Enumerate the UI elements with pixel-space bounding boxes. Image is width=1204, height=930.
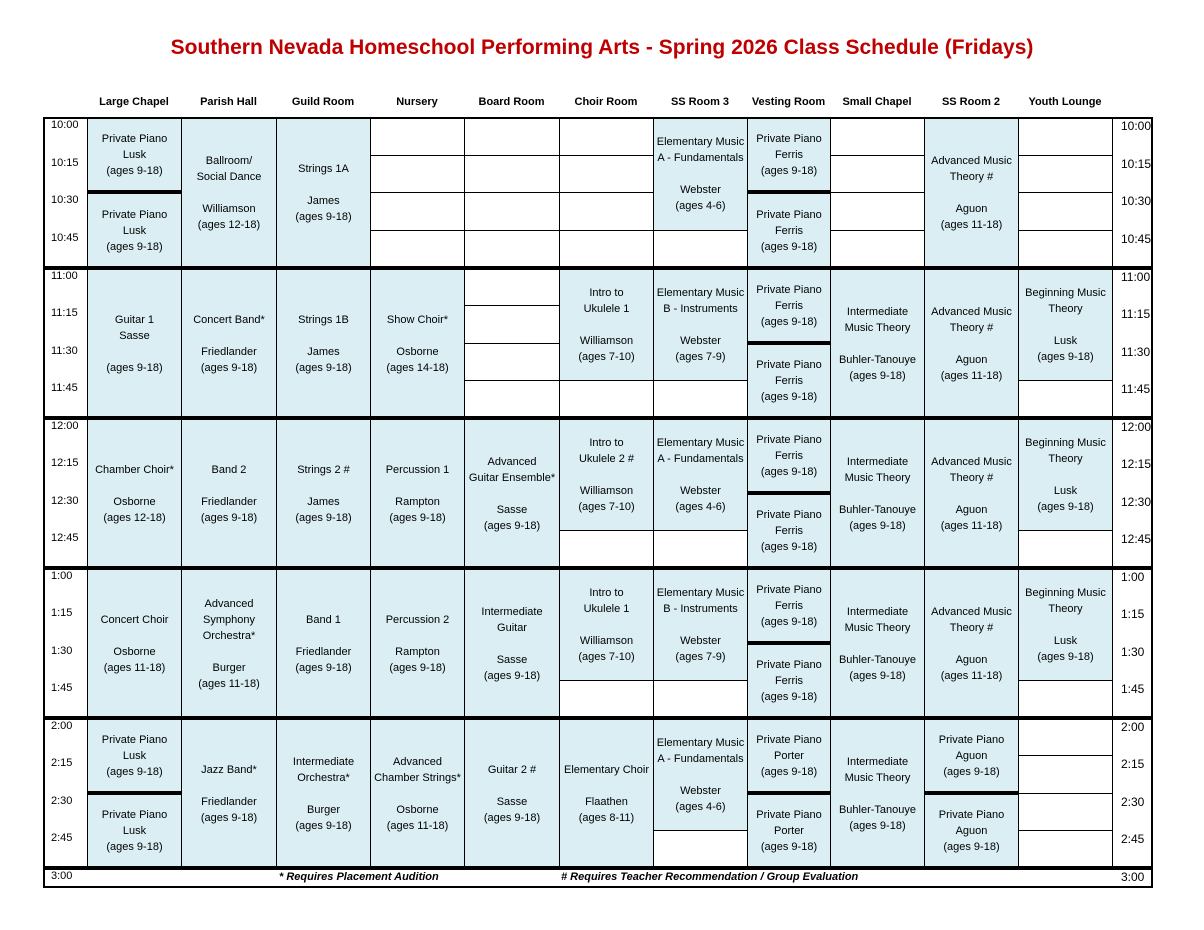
room-header: SS Room 3 <box>670 96 730 108</box>
time-label-right: 10:00 <box>1121 119 1152 133</box>
class-block: Guitar 1 Sasse (ages 9-18) <box>87 268 182 419</box>
class-block: Jazz Band* Friedlander (ages 9-18) <box>181 718 277 869</box>
class-block: Percussion 1 Rampton (ages 9-18) <box>370 418 465 569</box>
class-block: Private Piano Ferris (ages 9-18) <box>747 117 831 193</box>
room-header: Vesting Room <box>751 96 826 108</box>
time-label-right: 2:45 <box>1121 832 1145 846</box>
time-label-left: 12:30 <box>51 495 79 507</box>
time-label-right: 3:00 <box>1121 870 1145 884</box>
class-block: Beginning Music Theory Lusk (ages 9-18) <box>1018 418 1113 531</box>
class-block: Band 2 Friedlander (ages 9-18) <box>181 418 277 569</box>
room-header: Parish Hall <box>200 96 257 108</box>
time-label-left: 3:00 <box>51 870 73 882</box>
class-block: Beginning Music Theory Lusk (ages 9-18) <box>1018 568 1113 681</box>
class-block: Private Piano Ferris (ages 9-18) <box>747 268 831 344</box>
time-label-left: 10:30 <box>51 194 79 206</box>
time-label-left: 12:00 <box>51 420 79 432</box>
time-label-right: 1:15 <box>1121 607 1145 621</box>
time-label-right: 11:00 <box>1121 270 1151 284</box>
time-label-left: 11:30 <box>51 345 78 357</box>
time-label-left: 1:15 <box>51 607 73 619</box>
time-label-left: 1:45 <box>51 682 73 694</box>
footnote-audition: * Requires Placement Audition <box>279 871 439 883</box>
class-block: Elementary Music A - Fundamentals Webster (ages 4-6) <box>653 718 748 831</box>
class-block: Intermediate Music Theory Buhler-Tanouye (ages 9-18) <box>830 418 925 569</box>
class-block: Ballroom/ Social Dance Williamson (ages 12-18) <box>181 117 277 269</box>
class-block: Advanced Music Theory # Aguon (ages 11-18) <box>924 418 1019 569</box>
class-block: Private Piano Lusk (ages 9-18) <box>87 718 182 794</box>
time-label-right: 1:45 <box>1121 682 1145 696</box>
room-header: Board Room <box>478 96 545 108</box>
class-block: Elementary Choir Flaathen (ages 8-11) <box>559 718 654 869</box>
class-block: Percussion 2 Rampton (ages 9-18) <box>370 568 465 719</box>
room-header: Choir Room <box>574 96 638 108</box>
class-block: Private Piano Ferris (ages 9-18) <box>747 643 831 719</box>
time-label-right: 12:45 <box>1121 532 1152 546</box>
time-label-left: 12:45 <box>51 532 79 544</box>
time-label-right: 1:00 <box>1121 570 1145 584</box>
time-label-left: 10:15 <box>51 157 79 169</box>
class-block: Intermediate Orchestra* Burger (ages 9-18) <box>276 718 371 869</box>
class-block: Private Piano Porter (ages 9-18) <box>747 793 831 869</box>
class-block: Private Piano Aguon (ages 9-18) <box>924 793 1019 869</box>
room-header: Large Chapel <box>99 96 169 108</box>
time-label-right: 11:45 <box>1121 382 1151 396</box>
class-block: Guitar 2 # Sasse (ages 9-18) <box>464 718 560 869</box>
time-label-left: 1:00 <box>51 570 73 582</box>
class-block: Advanced Chamber Strings* Osborne (ages 11-18) <box>370 718 465 869</box>
schedule-grid <box>43 117 1153 888</box>
room-header: Nursery <box>396 96 438 108</box>
class-block: Elementary Music B - Instruments Webster (ages 7-9) <box>653 568 748 681</box>
time-label-left: 2:45 <box>51 832 73 844</box>
class-block: Strings 1B James (ages 9-18) <box>276 268 371 419</box>
class-block: Concert Choir Osborne (ages 11-18) <box>87 568 182 719</box>
class-block: Private Piano Ferris (ages 9-18) <box>747 493 831 569</box>
class-block: Advanced Guitar Ensemble* Sasse (ages 9-18) <box>464 418 560 569</box>
room-header: Guild Room <box>291 96 355 108</box>
room-header: Small Chapel <box>842 96 912 108</box>
room-header: Youth Lounge <box>1028 96 1102 108</box>
time-label-right: 2:30 <box>1121 795 1145 809</box>
time-label-right: 1:30 <box>1121 645 1145 659</box>
time-label-left: 10:45 <box>51 232 79 244</box>
time-label-right: 12:15 <box>1121 457 1152 471</box>
class-block: Advanced Symphony Orchestra* Burger (ages 11-18) <box>181 568 277 719</box>
class-block: Intermediate Guitar Sasse (ages 9-18) <box>464 568 560 719</box>
class-block: Concert Band* Friedlander (ages 9-18) <box>181 268 277 419</box>
time-label-right: 10:30 <box>1121 194 1152 208</box>
class-block: Strings 2 # James (ages 9-18) <box>276 418 371 569</box>
time-label-right: 11:15 <box>1121 307 1151 321</box>
class-block: Private Piano Ferris (ages 9-18) <box>747 418 831 494</box>
class-block: Private Piano Aguon (ages 9-18) <box>924 718 1019 794</box>
time-label-right: 12:00 <box>1121 420 1152 434</box>
class-block: Private Piano Lusk (ages 9-18) <box>87 192 182 269</box>
class-block: Elementary Music B - Instruments Webster (ages 7-9) <box>653 268 748 381</box>
time-label-left: 11:15 <box>51 307 78 319</box>
class-block: Chamber Choir* Osborne (ages 12-18) <box>87 418 182 569</box>
class-block: Private Piano Ferris (ages 9-18) <box>747 192 831 269</box>
time-label-right: 10:15 <box>1121 157 1152 171</box>
class-block: Private Piano Porter (ages 9-18) <box>747 718 831 794</box>
class-block: Advanced Music Theory # Aguon (ages 11-18) <box>924 268 1019 419</box>
class-block: Advanced Music Theory # Aguon (ages 11-18) <box>924 568 1019 719</box>
class-block: Advanced Music Theory # Aguon (ages 11-18) <box>924 117 1019 269</box>
time-label-left: 2:15 <box>51 757 73 769</box>
time-label-left: 1:30 <box>51 645 73 657</box>
class-block: Elementary Music A - Fundamentals Webster (ages 4-6) <box>653 117 748 231</box>
class-block: Private Piano Ferris (ages 9-18) <box>747 568 831 644</box>
class-block: Intermediate Music Theory Buhler-Tanouye (ages 9-18) <box>830 718 925 869</box>
class-block: Intro to Ukulele 1 Williamson (ages 7-10) <box>559 268 654 381</box>
time-label-left: 10:00 <box>51 119 79 131</box>
class-block: Intro to Ukulele 1 Williamson (ages 7-10) <box>559 568 654 681</box>
class-block: Show Choir* Osborne (ages 14-18) <box>370 268 465 419</box>
schedule-title: Southern Nevada Homeschool Performing Arts - Spring 2026 Class Schedule (Fridays) <box>170 36 1034 59</box>
time-label-right: 2:00 <box>1121 720 1145 734</box>
class-block: Intermediate Music Theory Buhler-Tanouye (ages 9-18) <box>830 568 925 719</box>
time-label-left: 12:15 <box>51 457 79 469</box>
room-header: SS Room 2 <box>941 96 1001 108</box>
time-label-right: 10:45 <box>1121 232 1152 246</box>
time-label-left: 11:45 <box>51 382 78 394</box>
class-block: Elementary Music A - Fundamentals Webster (ages 4-6) <box>653 418 748 531</box>
time-label-right: 12:30 <box>1121 495 1152 509</box>
time-label-left: 2:00 <box>51 720 73 732</box>
class-block: Private Piano Ferris (ages 9-18) <box>747 343 831 419</box>
class-block: Private Piano Lusk (ages 9-18) <box>87 793 182 869</box>
class-block: Intermediate Music Theory Buhler-Tanouye (ages 9-18) <box>830 268 925 419</box>
time-label-right: 11:30 <box>1121 345 1151 359</box>
time-label-left: 11:00 <box>51 270 78 282</box>
time-label-right: 2:15 <box>1121 757 1145 771</box>
footnote-recommendation: # Requires Teacher Recommendation / Group Evaluation <box>561 871 859 883</box>
class-block: Private Piano Lusk (ages 9-18) <box>87 117 182 193</box>
class-block: Intro to Ukulele 2 # Williamson (ages 7-10) <box>559 418 654 531</box>
class-block: Strings 1A James (ages 9-18) <box>276 117 371 269</box>
time-label-left: 2:30 <box>51 795 73 807</box>
class-block: Band 1 Friedlander (ages 9-18) <box>276 568 371 719</box>
class-block: Beginning Music Theory Lusk (ages 9-18) <box>1018 268 1113 381</box>
